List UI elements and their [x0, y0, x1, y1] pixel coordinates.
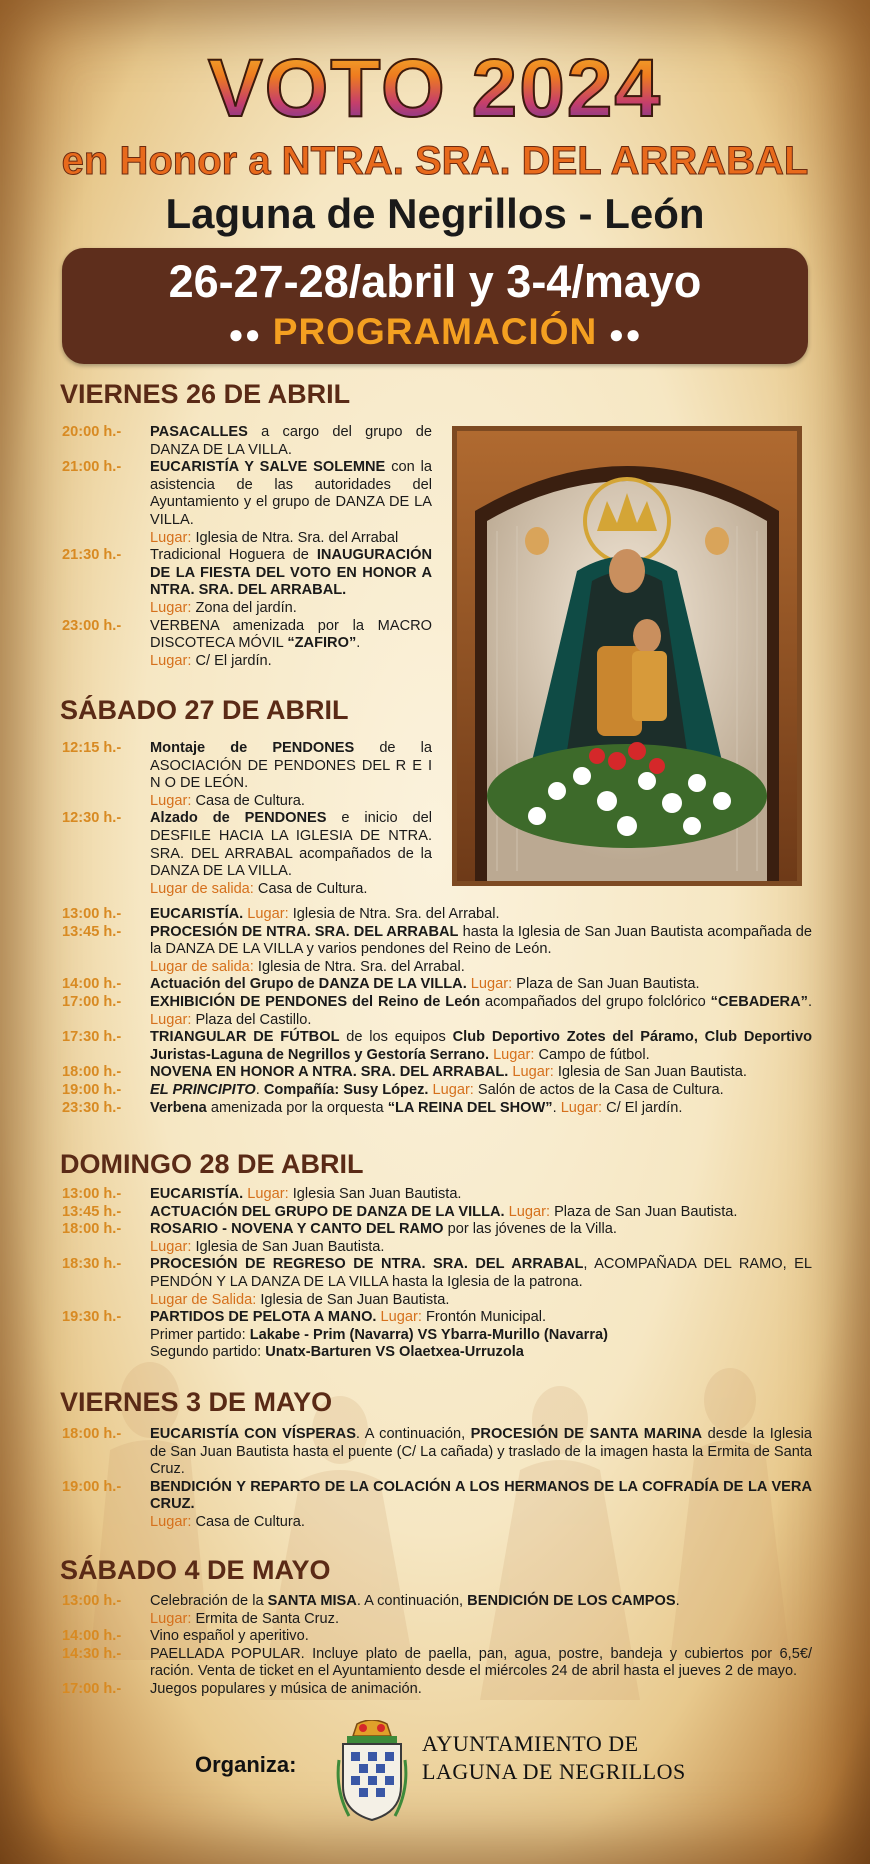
lugar-value: Casa de Cultura. [253, 880, 368, 897]
event-text: VERBENA amenizada por la MACRO DISCOTECA MÓVIL [150, 617, 432, 652]
event-text: amenizada por la orquesta [206, 1099, 388, 1116]
event-time: 21:30 h.- [62, 547, 122, 564]
event-desc [150, 740, 432, 810]
organizer-name [422, 1730, 686, 1786]
match-label: Primer partido: [150, 1326, 250, 1343]
event-time: 17:00 h.- [62, 993, 122, 1010]
lugar-label: Lugar: [466, 976, 513, 993]
event-text: con la asistencia de las autoridades del Ayuntamiento y el grupo de DANZA DE LA VILLA. [150, 459, 432, 528]
organizer-line-1: AYUNTAMIENTO DE [422, 1731, 639, 1756]
lugar-value: Iglesia de San Juan Bautista. [191, 1238, 385, 1255]
lugar-label: Lugar: [489, 1046, 535, 1063]
event-desc [150, 1082, 812, 1100]
event-highlight: Verbena [150, 1099, 207, 1116]
event-highlight: “CEBADERA” [710, 993, 808, 1010]
event-desc [150, 1221, 812, 1256]
event-text: Tradicional Hoguera de [150, 547, 317, 564]
event-time: 18:00 h.- [62, 1064, 122, 1081]
lugar-value: C/ El jardín. [602, 1099, 683, 1116]
event-row [62, 1204, 812, 1222]
event-subtitle: en Honor a NTRA. SRA. DEL ARRABAL [61, 139, 809, 183]
event-row [62, 1082, 812, 1100]
event-highlight: PARTIDOS DE PELOTA A MANO. [150, 1309, 377, 1326]
event-highlight: TRIANGULAR DE FÚTBOL [150, 1029, 340, 1046]
event-row [62, 906, 812, 924]
event-text: acompañados del grupo folclórico [480, 993, 711, 1010]
lugar-label: Lugar: [150, 1610, 192, 1627]
lugar-label: Lugar: [243, 1186, 289, 1202]
event-text: . [255, 1081, 264, 1098]
day-title-viernes-26: VIERNES 26 DE ABRIL [60, 379, 351, 409]
lugar-value: Ermita de Santa Cruz. [191, 1610, 340, 1627]
event-highlight: EUCARISTÍA Y SALVE SOLEMNE [150, 459, 386, 476]
event-highlight: Compañía: Susy López. [263, 1081, 429, 1098]
event-text: . [356, 635, 361, 652]
event-highlight: EL PRINCIPITO [150, 1081, 256, 1098]
event-desc [150, 547, 432, 617]
event-row [62, 1221, 812, 1256]
event-text: desde la Iglesia de San Juan Bautista hasta el puente (C/ La cañada) y traslado de la imagen hasta la Ermita de Santa Cruz. [150, 1426, 812, 1478]
dots-left-icon: ●● [228, 319, 262, 350]
lugar-value: C/ El jardín. [191, 652, 272, 669]
lugar-value: Casa de Cultura. [191, 792, 305, 809]
event-time: 13:00 h.- [62, 1593, 122, 1609]
event-desc [150, 1064, 812, 1082]
event-desc: Vino español y aperitivo. [150, 1628, 309, 1645]
event-text: , ACOMPAÑADA DEL RAMO, EL PENDÓN Y LA DANZA DE LA VILLA hasta la Iglesia de la patrona. [150, 1256, 812, 1290]
event-row [62, 547, 432, 617]
match-teams: Lakabe - Prim (Navarra) VS Ybarra-Murillo (Navarra) [249, 1326, 608, 1343]
event-row [62, 976, 812, 994]
event-highlight: PROCESIÓN DE SANTA MARINA [470, 1426, 703, 1442]
event-time: 17:00 h.- [62, 1680, 122, 1697]
event-highlight: Alzado de PENDONES [150, 810, 327, 827]
event-highlight: BENDICIÓN DE LOS CAMPOS [467, 1593, 676, 1609]
event-text: . [807, 993, 812, 1010]
event-place: Laguna de Negrillos - León [165, 190, 705, 237]
event-row [62, 994, 812, 1029]
event-time: 23:30 h.- [62, 1099, 122, 1116]
event-highlight: “ZAFIRO” [287, 635, 357, 652]
event-desc [150, 1426, 812, 1479]
event-time: 12:15 h.- [62, 740, 122, 756]
sabado-27-events-top [62, 740, 432, 898]
event-time: 19:00 h.- [62, 1081, 122, 1098]
event-row [62, 1479, 812, 1532]
event-desc [150, 1186, 812, 1204]
lugar-label: Lugar: [150, 1513, 192, 1530]
programacion-label: PROGRAMACIÓN [272, 311, 598, 352]
event-time: 13:45 h.- [62, 1203, 122, 1220]
lugar-value: Zona del jardín. [191, 599, 297, 616]
event-highlight: EUCARISTÍA CON VÍSPERAS [150, 1426, 356, 1442]
event-desc [150, 924, 812, 977]
event-desc [150, 1029, 812, 1064]
lugar-label: Lugar: [150, 529, 192, 546]
event-highlight: Montaje de PENDONES [150, 740, 355, 756]
event-text: . [675, 1593, 680, 1609]
event-time: 14:00 h.- [62, 1628, 122, 1645]
viernes-26-events [62, 424, 432, 670]
lugar-value: Iglesia de San Juan Bautista. [256, 1291, 450, 1308]
lugar-value: Iglesia de Ntra. Sra. del Arrabal [191, 529, 399, 546]
lugar-label: Lugar: [243, 906, 289, 922]
event-desc [150, 424, 432, 459]
event-row [62, 1681, 812, 1699]
event-time: 13:00 h.- [62, 1186, 122, 1202]
event-time: 14:30 h.- [62, 1645, 122, 1662]
lugar-label: Lugar: [150, 1238, 192, 1255]
event-row [62, 424, 432, 459]
event-row [62, 1426, 812, 1479]
event-desc [150, 994, 812, 1029]
event-highlight: ACTUACIÓN DEL GRUPO DE DANZA DE LA VILLA. [150, 1203, 505, 1220]
lugar-label: Lugar: [150, 792, 192, 809]
event-row [62, 924, 812, 977]
event-time: 19:00 h.- [62, 1478, 122, 1495]
event-highlight: PASACALLES [150, 424, 248, 440]
lugar-value: Iglesia de Ntra. Sra. del Arrabal. [288, 906, 500, 922]
event-row [62, 1309, 812, 1362]
lugar-value: Plaza de San Juan Bautista. [512, 976, 700, 993]
event-row [62, 1593, 812, 1628]
event-time: 21:00 h.- [62, 459, 122, 476]
viernes-3-events [62, 1426, 812, 1532]
event-dates: 26-27-28/abril y 3-4/mayo [168, 256, 702, 307]
event-time: 18:30 h.- [62, 1256, 122, 1273]
organizer-line-2: LAGUNA DE NEGRILLOS [422, 1759, 686, 1784]
lugar-label: Lugar: [150, 1011, 192, 1028]
lugar-label: Lugar: [508, 1064, 554, 1081]
dots-right-icon: ●● [608, 319, 642, 350]
event-desc [150, 1479, 812, 1532]
match-teams: Unatx-Barturen VS Olaetxea-Urruzola [265, 1344, 524, 1361]
event-highlight: PROCESIÓN DE NTRA. SRA. DEL ARRABAL [150, 923, 459, 940]
event-title: VOTO 2024 [0, 44, 870, 134]
event-text: de los equipos [339, 1029, 453, 1046]
lugar-value: Frontón Municipal. [421, 1309, 547, 1326]
event-highlight: Actuación del Grupo de DANZA DE LA VILLA. [150, 976, 467, 993]
lugar-value: Campo de fútbol. [534, 1046, 650, 1063]
event-text: . A continuación, [356, 1593, 468, 1609]
event-highlight: BENDICIÓN Y REPARTO DE LA COLACIÓN A LOS HERMANOS DE LA COFRADÍA DE LA VERA CRUZ. [150, 1478, 812, 1513]
day-title-domingo-28: DOMINGO 28 DE ABRIL [60, 1149, 364, 1179]
event-text: . [552, 1099, 557, 1116]
lugar-label: Lugar de salida: [150, 880, 254, 897]
event-row [62, 459, 432, 547]
lugar-label: Lugar de Salida: [150, 1291, 257, 1308]
event-row [62, 810, 432, 898]
event-desc: PAELLADA POPULAR. Incluye plato de paella, pan, agua, postre, bandeja y cubiertos por 6,5€/ ración. Venta de ticket en el Ayuntamiento desde el miércoles 24 de abril hasta el jueves 2 de mayo. [150, 1645, 812, 1680]
date-banner [62, 248, 808, 364]
sabado-4-events [62, 1593, 812, 1699]
event-time: 19:30 h.- [62, 1309, 122, 1326]
event-highlight: EXHIBICIÓN DE PENDONES del Reino de León [150, 993, 481, 1010]
event-desc [150, 976, 812, 994]
event-highlight: NOVENA EN HONOR A NTRA. SRA. DEL ARRABAL. [150, 1064, 509, 1081]
event-highlight: ROSARIO - NOVENA Y CANTO DEL RAMO [150, 1221, 444, 1238]
event-highlight: “LA REINA DEL SHOW” [387, 1099, 553, 1116]
lugar-label: Lugar: [428, 1081, 474, 1098]
lugar-label: Lugar: [504, 1203, 551, 1220]
event-time: 13:00 h.- [62, 906, 122, 922]
event-highlight: SANTA MISA [267, 1593, 357, 1609]
event-row [62, 1064, 812, 1082]
sabado-27-events-wide [62, 906, 812, 1117]
event-row [62, 1100, 812, 1118]
lugar-value: Plaza de San Juan Bautista. [550, 1203, 738, 1220]
virgin-image [452, 426, 802, 886]
event-desc [150, 906, 812, 924]
lugar-value: Iglesia de Ntra. Sra. del Arrabal. [253, 958, 465, 975]
event-row [62, 740, 432, 810]
event-desc [150, 1204, 812, 1222]
lugar-value: Casa de Cultura. [191, 1513, 305, 1530]
event-text: Celebración de la [150, 1593, 268, 1609]
event-time: 23:00 h.- [62, 617, 122, 634]
coat-of-arms-icon [335, 1720, 409, 1824]
event-highlight: Club Deportivo Zotes del Páramo, Club Deportivo Juristas-Laguna de Negrillos y Gestoría Serrano. [150, 1029, 812, 1063]
event-desc [150, 1100, 812, 1118]
event-desc [150, 1309, 812, 1362]
event-row [62, 1628, 812, 1646]
event-text: e inicio del DESFILE HACIA LA IGLESIA DE NTRA. SRA. DEL ARRABAL acompañados de la DANZA DE LA VILLA. [150, 810, 432, 880]
lugar-label: Lugar: [150, 652, 192, 669]
event-time: 18:00 h.- [62, 1426, 122, 1442]
event-desc [150, 1593, 812, 1628]
event-time: 13:45 h.- [62, 923, 122, 940]
event-highlight: PROCESIÓN DE REGRESO DE NTRA. SRA. DEL ARRABAL [150, 1256, 584, 1273]
event-text: por las jóvenes de la Villa. [443, 1221, 617, 1238]
virgin-illustration [457, 431, 797, 881]
event-text: de la ASOCIACIÓN DE PENDONES DEL R E I N O DE LEÓN. [150, 740, 432, 792]
event-text: hasta la Iglesia de San Juan Bautista acompañada de la DANZA DE LA VILLA y varios pendones del Reino de León. [150, 923, 812, 958]
lugar-label: Lugar de salida: [150, 958, 254, 975]
day-title-sabado-27: SÁBADO 27 DE ABRIL [60, 695, 349, 725]
event-highlight: INAUGURACIÓN DE LA FIESTA DEL VOTO EN HONOR A NTRA. SRA. DEL ARRABAL. [150, 547, 432, 599]
event-time: 18:00 h.- [62, 1221, 122, 1238]
event-time: 17:30 h.- [62, 1029, 122, 1046]
day-title-viernes-3: VIERNES 3 DE MAYO [60, 1387, 333, 1417]
event-row [62, 1186, 812, 1204]
event-desc [150, 618, 432, 671]
event-highlight: EUCARISTÍA. [150, 906, 244, 922]
domingo-28-events [62, 1186, 812, 1362]
event-desc [150, 459, 432, 547]
programacion-heading [62, 310, 808, 356]
event-row [62, 1256, 812, 1309]
lugar-label: Lugar: [376, 1309, 422, 1326]
lugar-value: Iglesia de San Juan Bautista. [553, 1064, 747, 1081]
event-desc [150, 810, 432, 898]
event-row [62, 1646, 812, 1681]
event-text: a cargo del grupo de DANZA DE LA VILLA. [150, 424, 432, 458]
event-time: 12:30 h.- [62, 810, 122, 827]
match-label: Segundo partido: [150, 1344, 266, 1361]
event-desc [150, 1256, 812, 1309]
event-row [62, 618, 432, 671]
event-text: . A continuación, [355, 1426, 471, 1442]
lugar-label: Lugar: [556, 1099, 603, 1116]
day-title-sabado-4: SÁBADO 4 DE MAYO [60, 1555, 331, 1585]
event-time: 14:00 h.- [62, 976, 122, 993]
organiza-label: Organiza: [195, 1752, 297, 1777]
event-time: 20:00 h.- [62, 424, 122, 440]
event-highlight: EUCARISTÍA. [150, 1186, 244, 1202]
lugar-label: Lugar: [150, 599, 192, 616]
event-row [62, 1029, 812, 1064]
lugar-value: Iglesia San Juan Bautista. [288, 1186, 462, 1202]
lugar-value: Salón de actos de la Casa de Cultura. [473, 1081, 724, 1098]
lugar-value: Plaza del Castillo. [191, 1011, 312, 1028]
event-desc: Juegos populares y música de animación. [150, 1680, 422, 1697]
